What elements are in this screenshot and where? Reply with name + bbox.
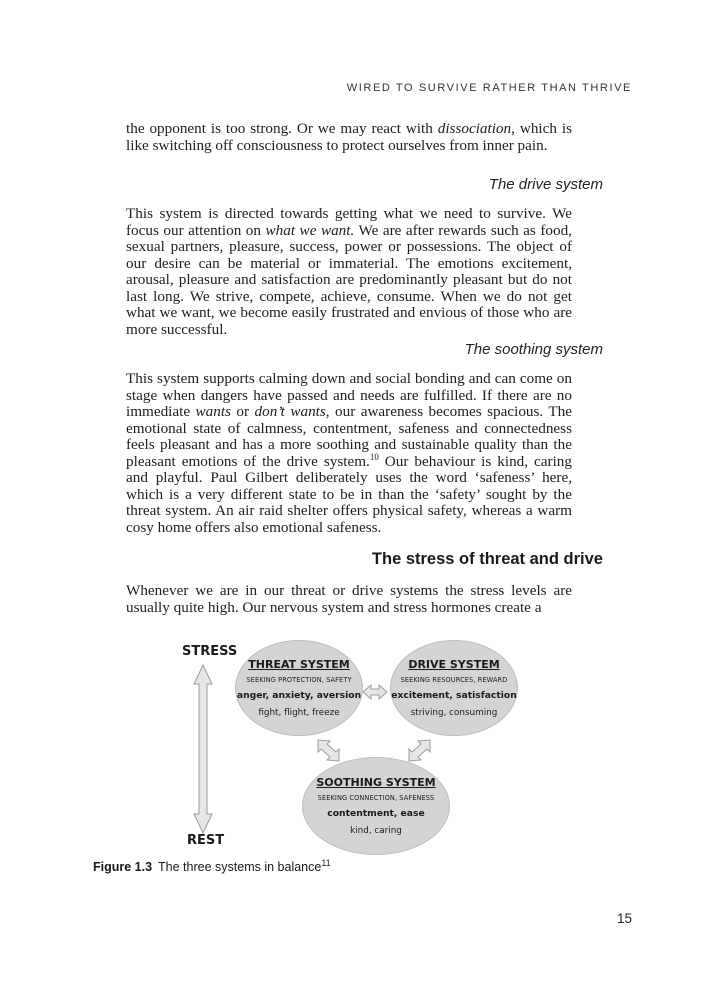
soothing-system-emotions: contentment, ease bbox=[327, 808, 425, 819]
para3-italic-2: don’t wants bbox=[254, 403, 326, 420]
para3-text-4: Our behaviour is kind, caring and playful. Paul Gilbert deliberately uses the word ‘safeness’ here, which is a very different state to be in than the ‘safety’ sought by the threat system. An air raid shelter offers physical safety, whereas a warm cosy home offers also emotional safeness. bbox=[126, 452, 572, 536]
drive-system-heading: The drive system bbox=[488, 176, 603, 193]
para3-text-3: , our awareness becomes spacious. The emotional state of calmness, contentment, safeness and connectedness feels pleasant and has a more soothing and sustainable quality than the pleasant emotions of the drive system. bbox=[126, 403, 572, 470]
soothing-system-actions: kind, caring bbox=[350, 826, 402, 836]
threat-system-actions: fight, flight, freeze bbox=[258, 708, 340, 718]
paragraph-stress: Whenever we are in our threat or drive systems the stress levels are usually quite high. Our nervous system and stress hormones create a bbox=[126, 582, 572, 616]
drive-soothing-arrow bbox=[409, 740, 430, 761]
soothing-system-heading: The soothing system bbox=[464, 341, 603, 358]
threat-soothing-arrow bbox=[318, 740, 339, 761]
three-systems-figure bbox=[170, 640, 530, 855]
threat-system-title: THREAT SYSTEM bbox=[248, 658, 350, 671]
footnote-ref-10: 10 bbox=[369, 451, 379, 462]
section-heading-stress: The stress of threat and drive bbox=[371, 550, 603, 568]
drive-system-title: DRIVE SYSTEM bbox=[408, 658, 500, 671]
page-number: 15 bbox=[616, 911, 632, 926]
figure-caption-label: Figure 1.3 bbox=[93, 860, 153, 874]
paragraph-soothing-system bbox=[126, 371, 572, 536]
para1-text-1: the opponent is too strong. Or we may react with bbox=[126, 120, 438, 137]
paragraph-threat-end bbox=[126, 121, 572, 154]
para2-text-2: We are after rewards such as food, sexual partners, pleasure, success, power or possessions. The object of our desire can be material or immaterial. The emotions excitement, arousal, pleasure and satisfaction are predominantly pleasant but do not last long. We strive, compete, achieve, consume. When we do not get what we want, we become easily frustrated and envious of those who are more successful. bbox=[126, 221, 572, 338]
threat-system-emotions: anger, anxiety, aversion bbox=[236, 690, 362, 701]
para2-italic-1: what we want. bbox=[265, 221, 355, 239]
para1-text-2: , which is like switching off consciousness to protect ourselves from inner pain. bbox=[126, 120, 572, 154]
para1-italic-1: dissociation bbox=[437, 120, 512, 137]
footnote-ref-11: 11 bbox=[321, 857, 331, 868]
drive-system-ellipse bbox=[390, 640, 518, 736]
soothing-system-ellipse bbox=[302, 757, 450, 855]
drive-system-emotions: excitement, satisfaction bbox=[391, 690, 517, 701]
rest-label: REST bbox=[187, 833, 225, 848]
figure-caption-text: The three systems in balance bbox=[158, 860, 322, 874]
figure-caption bbox=[93, 857, 331, 874]
stress-rest-arrow bbox=[194, 665, 212, 833]
threat-system-ellipse bbox=[235, 640, 363, 736]
soothing-system-subtitle: SEEKING CONNECTION, SAFENESS bbox=[317, 794, 435, 802]
running-head: WIRED TO SURVIVE RATHER THAN THRIVE bbox=[346, 82, 632, 94]
drive-system-subtitle: SEEKING RESOURCES, REWARD bbox=[400, 676, 508, 684]
para3-text-2: or bbox=[231, 403, 255, 420]
para3-text-1: This system supports calming down and social bonding and can come on stage when dangers have passed and needs are fulfilled. If there are no immediate bbox=[126, 370, 572, 420]
para3-italic-1: wants bbox=[195, 403, 231, 420]
stress-label: STRESS bbox=[182, 644, 238, 659]
drive-system-actions: striving, consuming bbox=[410, 708, 498, 718]
threat-system-subtitle: SEEKING PROTECTION, SAFETY bbox=[246, 676, 352, 684]
soothing-system-title: SOOTHING SYSTEM bbox=[316, 776, 436, 789]
threat-drive-arrow bbox=[363, 685, 387, 699]
para2-text-1: This system is directed towards getting what we need to survive. We focus our attention on bbox=[126, 205, 572, 239]
paragraph-drive-system bbox=[126, 206, 572, 338]
